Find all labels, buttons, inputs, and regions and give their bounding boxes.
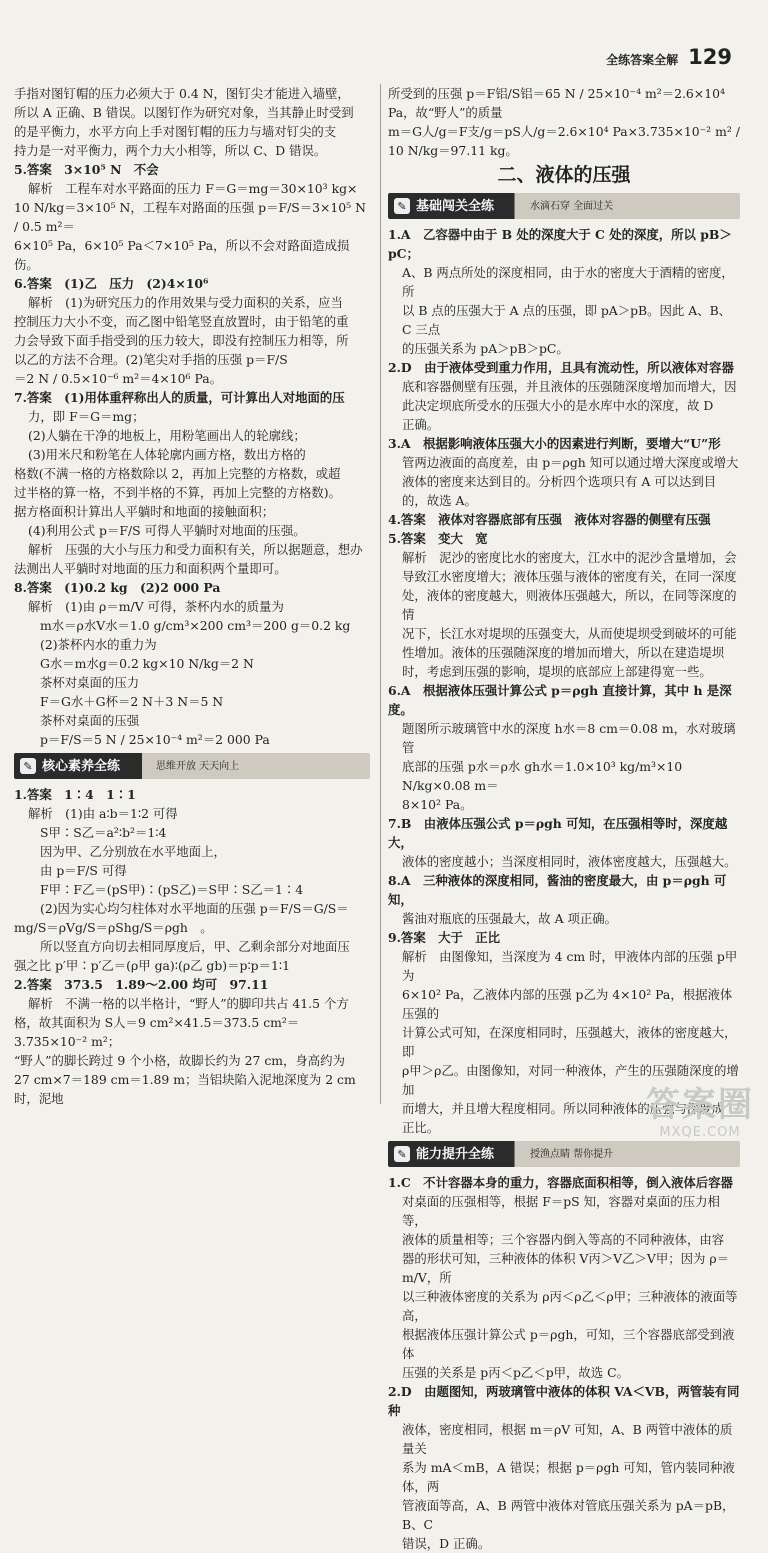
text-line: 6×10⁵ Pa，6×10⁵ Pa＜7×10⁵ Pa，所以不会对路面造成损伤。 (14, 238, 350, 272)
answer-line: 1.答案 1∶4 1∶1 (14, 787, 136, 802)
text-line: 导致江水密度增大；液体压强与液体的密度有关，在同一深度 (402, 569, 737, 584)
right-lines-a (388, 84, 740, 160)
text-line: S甲∶S乙＝a²∶b²＝1∶4 (40, 825, 167, 840)
section-banner-advanced (388, 1141, 740, 1167)
text-line: 所以竖直方向切去相同厚度后，甲、乙剩余部分对地面压 (40, 939, 350, 954)
text-line: (2)人躺在干净的地板上，用粉笔画出人的轮廓线； (28, 428, 306, 443)
text-line: 茶杯对桌面的压强 (40, 713, 140, 728)
text-line: ＝2 N / 0.5×10⁻⁶ m²＝4×10⁶ Pa。 (14, 371, 223, 386)
text-line: (3)用米尺和粉笔在人体轮廓内画方格，数出方格的 (28, 447, 306, 462)
answer-line: 7.答案 (1)用体重秤称出人的质量，可计算出人对地面的压 (14, 390, 345, 405)
text-line: 以 B 点的压强大于 A 点的压强，即 pA＞pB。因此 A、B、C 三点 (402, 303, 732, 337)
answer-line: 1.C 不计容器本身的重力，容器底面积相等，倒入液体后容器 (388, 1175, 733, 1190)
text-line: 解析 不满一格的以半格计，“野人”的脚印共占 41.5 个方 (28, 996, 349, 1011)
text-line: 液体的质量相等；三个容器内倒入等高的不同种液体，由容 (402, 1232, 725, 1247)
banner-subtitle: 授渔点睛 帮你提升 (530, 1148, 614, 1160)
answer-line: 2.D 由题图知，两玻璃管中液体的体积 VA＜VB，两管装有同种 (388, 1384, 740, 1418)
text-line: 力，即 F＝G＝mg； (28, 409, 145, 424)
banner-title: 核心素养全练 (42, 758, 121, 774)
pencil-icon: ✎ (394, 198, 410, 214)
left-lines-b (14, 785, 370, 1108)
text-line: 格，故其面积为 S人＝9 cm²×41.5＝373.5 cm²＝3.735×10⁻² m²； (14, 1015, 300, 1049)
text-line: (4)利用公式 p＝F/S 可得人平躺时对地面的压强。 (28, 523, 306, 538)
page-header (606, 45, 732, 70)
text-line: 解析 压强的大小与压力和受力面积有关，所以据题意，想办 (28, 542, 363, 557)
text-line: 据方格面积计算出人平躺时和地面的接触面积； (14, 504, 275, 519)
text-line: 8×10² Pa。 (402, 797, 473, 812)
text-line: mg/S＝ρVg/S＝ρShg/S＝ρgh 。 (14, 920, 213, 935)
section-banner-basic (388, 193, 740, 219)
banner-subtitle: 思维开放 天天向上 (156, 760, 240, 772)
text-line: 正比。 (402, 1120, 440, 1135)
text-line: G水＝m水g＝0.2 kg×10 N/kg＝2 N (40, 656, 254, 671)
text-line: 解析 泥沙的密度比水的密度大，江水中的泥沙含量增加，会 (402, 550, 737, 565)
answer-line: 7.B 由液体压强公式 p＝ρgh 可知，在压强相等时，深度越大， (388, 816, 728, 850)
banner-title: 基础闯关全练 (416, 198, 495, 214)
text-line: A、B 两点所处的深度相同，由于水的密度大于酒精的密度，所 (402, 265, 734, 299)
text-line: 况下，长江水对堤坝的压强变大，从而使堤坝受到破坏的可能 (402, 626, 737, 641)
answer-line: 9.答案 大于 正比 (388, 930, 501, 945)
answer-line: 4.答案 液体对容器底部有压强 液体对容器的侧壁有压强 (388, 512, 711, 527)
text-line: 以乙的方法不合理。(2)笔尖对手指的压强 p＝F/S (14, 352, 288, 367)
pencil-icon: ✎ (20, 758, 36, 774)
text-line: 管两边液面的高度差，由 p＝ρgh 知可以通过增大深度或增大 (402, 455, 739, 470)
answer-line: 5.答案 变大 宽 (388, 531, 488, 546)
text-line: 以三种液体密度的关系为 ρ丙＜ρ乙＜ρ甲；三种液体的液面等高， (402, 1289, 738, 1323)
text-line: 液体，密度相同，根据 m＝ρV 可知，A、B 两管中液体的质量关 (402, 1422, 733, 1456)
answer-line: 6.答案 (1)乙 压力 (2)4×10⁶ (14, 276, 209, 291)
text-line: 所以 A 正确、B 错误。以图钉作为研究对象，当其静止时受到 (14, 105, 354, 120)
text-line: 性增加。液体的压强随深度的增加而增大，所以在建造堤坝 (402, 645, 725, 660)
text-line: 茶杯对桌面的压力 (40, 675, 140, 690)
text-line: 器的形状可知，三种液体的体积 V丙＞V乙＞V甲；因为 ρ＝m/V，所 (402, 1251, 729, 1285)
left-column (14, 84, 370, 1108)
text-line: 过半格的算一格，不到半格的不算，再加上完整的方格数)。 (14, 485, 341, 500)
left-lines-a (14, 84, 370, 749)
text-line: F甲∶F乙＝(pS甲)∶(pS乙)＝S甲∶S乙＝1∶4 (40, 882, 304, 897)
text-line: 处，液体的密度越大，则液体压强越大，所以，在同等深度的情 (402, 588, 737, 622)
text-line: m＝G人/g＝F支/g＝pS人/g＝2.6×10⁴ Pa×3.735×10⁻² m² / 10 N/kg＝97.11 kg。 (388, 124, 740, 158)
right-column (388, 84, 740, 1553)
text-line: 的压强关系为 pA＞pB＞pC。 (402, 341, 569, 356)
text-line: 所受到的压强 p＝F铝/S铝＝65 N / 25×10⁻⁴ m²＝2.6×10⁴ Pa，故“野人”的质量 (388, 86, 725, 120)
text-line: 系为 mA＜mB，A 错误；根据 p＝ρgh 可知，管内装同种液体，两 (402, 1460, 735, 1494)
text-line: 解析 (1)由 a∶b＝1∶2 可得 (28, 806, 178, 821)
text-line: 27 cm×7＝189 cm＝1.89 m；当铝块陷入泥地深度为 2 cm 时，泥地 (14, 1072, 356, 1106)
text-line: 题图所示玻璃管中水的深度 h水＝8 cm＝0.08 m，水对玻璃管 (402, 721, 736, 755)
text-line: 解析 (1)为研究压力的作用效果与受力面积的关系，应当 (28, 295, 343, 310)
text-line: 法测出人平躺时对地面的压力和面积两个量即可。 (14, 561, 287, 576)
text-line: 因为甲、乙分别放在水平地面上， (40, 844, 226, 859)
text-line: 而增大，并且增大程度相同。所以同种液体的压强与深度成 (402, 1101, 725, 1116)
text-line: 由 p＝F/S 可得 (40, 863, 127, 878)
text-line: 解析 工程车对水平路面的压力 F＝G＝mg＝30×10³ kg× (28, 181, 358, 196)
answer-line: 8.A 三种液体的深度相同，酱油的密度最大，由 p＝ρgh 可知， (388, 873, 727, 907)
page-number: 129 (688, 45, 732, 69)
text-line: 计算公式可知，在深度相同时，压强越大，液体的密度越大，即 (402, 1025, 737, 1059)
answer-line: 8.答案 (1)0.2 kg (2)2 000 Pa (14, 580, 221, 595)
text-line: 的是平衡力，水平方向上手对图钉帽的压力与墙对钉尖的支 (14, 124, 337, 139)
header-label: 全练答案全解 (606, 53, 679, 67)
text-line: 手指对图钉帽的压力必须大于 0.4 N，图钉尖才能进入墙壁， (14, 86, 350, 101)
text-line: (2)茶杯内水的重力为 (40, 637, 157, 652)
watermark-logo (640, 1085, 760, 1143)
text-line: m水＝ρ水V水＝1.0 g/cm³×200 cm³＝200 g＝0.2 kg (40, 618, 351, 633)
text-line: 酱油对瓶底的压强最大，故 A 项正确。 (402, 911, 618, 926)
text-line: F＝G水＋G杯＝2 N＋3 N＝5 N (40, 694, 224, 709)
text-line: (2)因为实心均匀柱体对水平地面的压强 p＝F/S＝G/S＝ (40, 901, 349, 916)
right-lines-b (388, 225, 740, 1137)
text-line: 底部的压强 p水＝ρ水 gh水＝1.0×10³ kg/m³×10 N/kg×0.08 m＝ (402, 759, 683, 793)
section-title: 二、液体的压强 (497, 164, 631, 186)
text-line: 解析 由图像知，当深度为 4 cm 时，甲液体内部的压强 p甲为 (402, 949, 738, 983)
answer-line: 2.D 由于液体受到重力作用，且具有流动性，所以液体对容器 (388, 360, 734, 375)
text-line: 持力是一对平衡力，两个力大小相等，所以 C、D 错误。 (14, 143, 327, 158)
text-line: 解析 (1)由 ρ＝m/V 可得，茶杯内水的质量为 (28, 599, 284, 614)
text-line: 力会导致下面手指受到的压力较大，即没有控制压力相等，所 (14, 333, 349, 348)
text-line: 正确。 (402, 417, 440, 432)
text-line: 根据液体压强计算公式 p＝ρgh，可知，三个容器底部受到液体 (402, 1327, 735, 1361)
watermark-text: 答案圈 (646, 1085, 754, 1125)
text-line: 对桌面的压强相等，根据 F＝pS 知，容器对桌面的压力相等， (402, 1194, 720, 1228)
answer-line: 3.A 根据影响液体压强大小的因素进行判断，要增大“U”形 (388, 436, 721, 451)
pencil-icon: ✎ (394, 1146, 410, 1162)
text-line: 此决定坝底所受水的压强大小的是水库中水的深度，故 D (402, 398, 714, 413)
text-line: 压强的关系是 p丙＜p乙＜p甲，故选 C。 (402, 1365, 630, 1380)
column-divider (380, 84, 381, 1104)
banner-subtitle: 水滴石穿 全面过关 (530, 200, 614, 212)
text-line: 6×10² Pa，乙液体内部的压强 p乙为 4×10² Pa，根据液体压强的 (402, 987, 733, 1021)
answer-line: 2.答案 373.5 1.89～2.00 均可 97.11 (14, 977, 269, 992)
text-line: 强之比 p′甲∶p′乙＝(ρ甲 ga)∶(ρ乙 gb)＝p∶p＝1∶1 (14, 958, 290, 973)
text-line: 底和容器侧壁有压强，并且液体的压强随深度增加而增大，因 (402, 379, 737, 394)
text-line: 控制压力大小不变，而乙图中铅笔竖直放置时，由于铅笔的重 (14, 314, 349, 329)
answer-line: 1.A 乙容器中由于 B 处的深度大于 C 处的深度，所以 pB＞pC； (388, 227, 732, 261)
section-banner-core (14, 753, 370, 779)
banner-title: 能力提升全练 (416, 1146, 495, 1162)
text-line: 错误，D 正确。 (402, 1536, 491, 1551)
text-line: p＝F/S＝5 N / 25×10⁻⁴ m²＝2 000 Pa (40, 732, 270, 747)
right-lines-c (388, 1173, 740, 1553)
watermark-url: MXQE.COM (659, 1125, 741, 1140)
text-line: ρ甲＞ρ乙。由图像知，对同一种液体，产生的压强随深度的增加 (402, 1063, 739, 1097)
text-line: “野人”的脚长跨过 9 个小格，故脚长约为 27 cm，身高约为 (14, 1053, 345, 1068)
text-line: 液体的密度来达到目的。分析四个选项只有 A 可以达到目 (402, 474, 717, 489)
text-line: 格数(不满一格的方格数除以 2，再加上完整的方格数，或超 (14, 466, 341, 481)
text-line: 的，故选 A。 (402, 493, 477, 508)
text-line: 时，考虑到压强的影响，堤坝的底部应上部建得宽一些。 (402, 664, 712, 679)
text-line: 10 N/kg＝3×10⁵ N，工程车对路面的压强 p＝F/S＝3×10⁵ N / 0.5 m²＝ (14, 200, 366, 234)
answer-line: 5.答案 3×10⁵ N 不会 (14, 162, 159, 177)
text-line: 液体的密度越小；当深度相同时，液体密度越大，压强越大。 (402, 854, 737, 869)
answer-line: 6.A 根据液体压强计算公式 p＝ρgh 直接计算，其中 h 是深度。 (388, 683, 732, 717)
text-line: 管液面等高，A、B 两管中液体对管底压强关系为 pA＝pB，B、C (402, 1498, 735, 1532)
